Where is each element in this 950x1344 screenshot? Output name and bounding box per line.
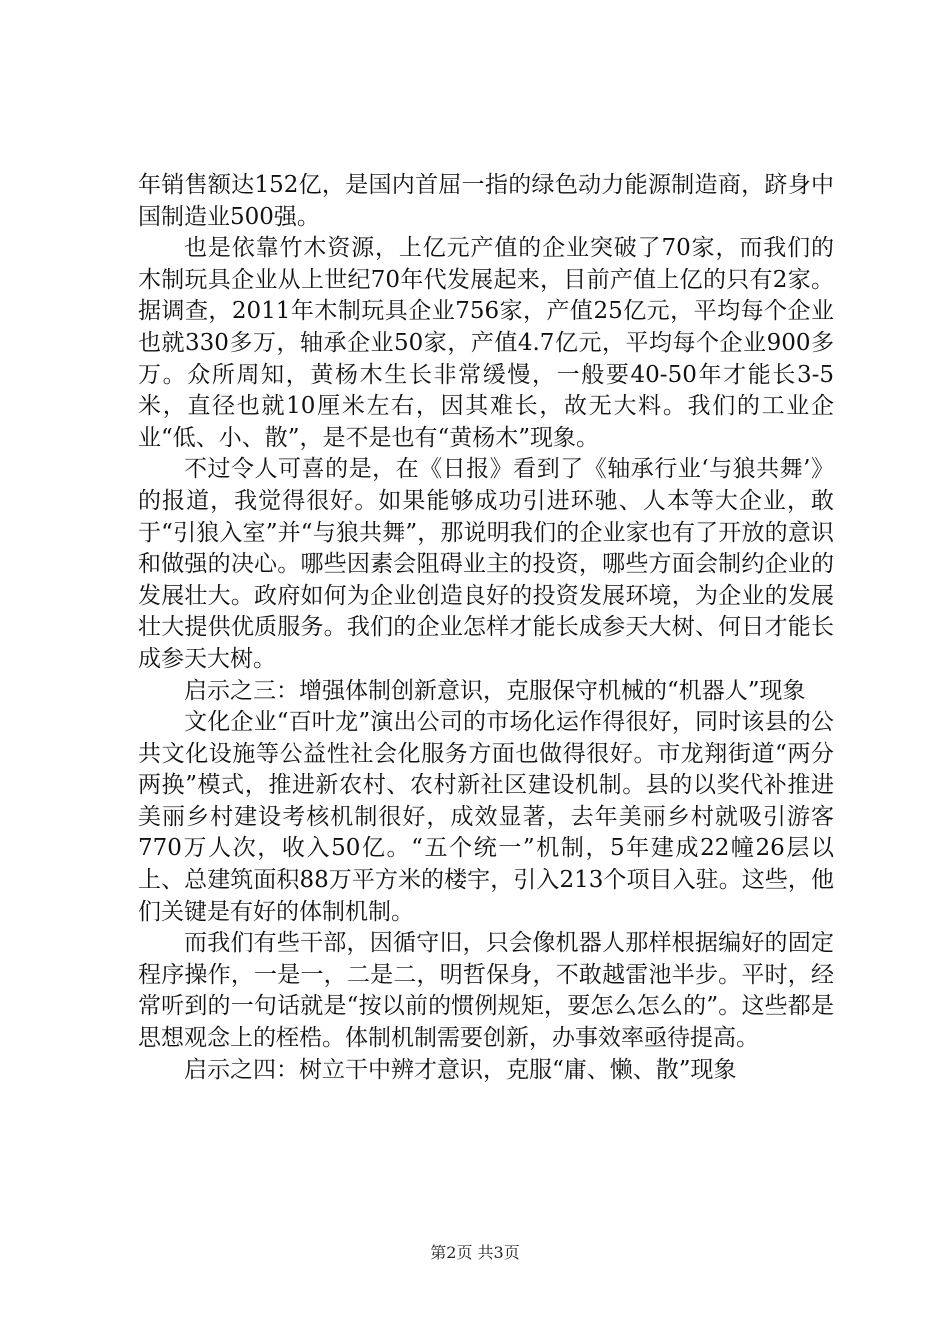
document-body	[138, 170, 834, 1086]
paragraph: 不过令人可喜的是，在《日报》看到了《轴承行业‘与狼共舞’》的报道，我觉得很好。如果能够成功引进环驰、人本等大企业，敢于“引狼入室”并“与狼共舞”，那说明我们的企业家也有了开放的意识和做强的决心。哪些因素会阻碍业主的投资，哪些方面会制约企业的发展壮大。政府如何为企业创造良好的投资发展环境，为企业的发展壮大提供优质服务。我们的企业怎样才能长成参天大树、何日才能长成参天大树。	[138, 456, 834, 672]
page-number-footer: 第2页 共3页	[430, 1243, 520, 1262]
paragraph: 而我们有些干部，因循守旧，只会像机器人那样根据编好的固定程序操作，一是一，二是二，明哲保身，不敢越雷池半步。平时，经常听到的一句话就是“按以前的惯例规矩，要怎么怎么的”。这些都是思想观念上的桎梏。体制机制需要创新，办事效率亟待提高。	[138, 930, 834, 1052]
paragraph: 也是依靠竹木资源，上亿元产值的企业突破了70家，而我们的木制玩具企业从上世纪70年代发展起来，目前产值上亿的只有2家。据调查，2011年木制玩具企业756家，产值25亿元，平均每个企业也就330多万，轴承企业50家，产值4.7亿元，平均每个企业900多万。众所周知，黄杨木生长非常缓慢，一般要40-50年才能长3-5米，直径也就10厘米左右，因其难长，故无大料。我们的工业企业“低、小、散”，是不是也有“黄杨木”现象。	[138, 235, 834, 451]
section-heading-4: 启示之四：树立干中辨才意识，克服“庸、懒、散”现象	[184, 1056, 737, 1083]
paragraph: 文化企业“百叶龙”演出公司的市场化运作得很好，同时该县的公共文化设施等公益性社会化服务方面也做得很好。市龙翔街道“两分两换”模式，推进新农村、农村新社区建设机制。县的以奖代补推进美丽乡村建设考核机制很好，成效显著，去年美丽乡村就吸引游客770万人次，收入50亿。“五个统一”机制，5年建成22幢26层以上、总建筑面积88万平方米的楼宇，引入213个项目入驻。这些，他们关键是有好的体制机制。	[138, 709, 834, 925]
section-heading-3: 启示之三：增强体制创新意识，克服保守机械的“机器人”现象	[184, 677, 806, 704]
paragraph-continuation: 年销售额达152亿，是国内首屈一指的绿色动力能源制造商，跻身中国制造业500强。	[138, 172, 834, 230]
